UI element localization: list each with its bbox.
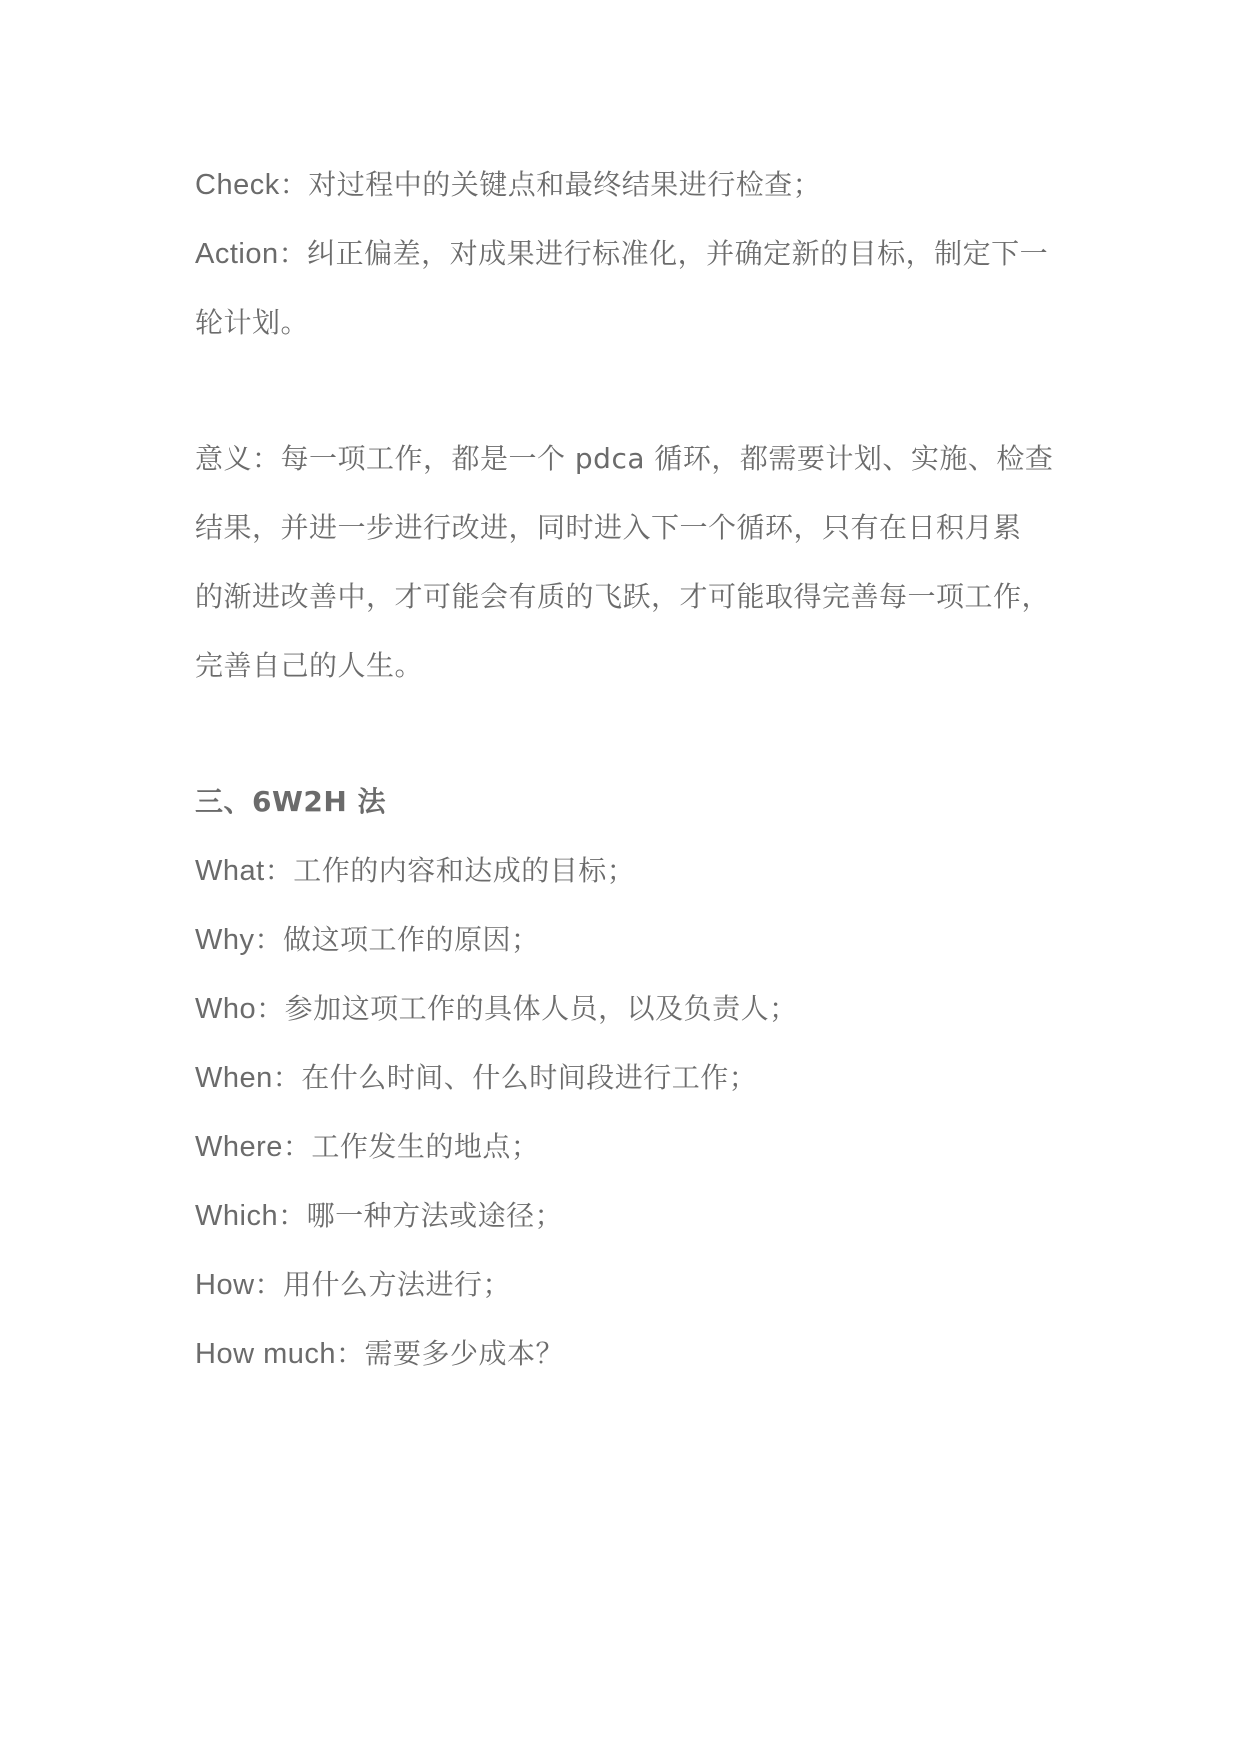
where-text: ：工作发生的地点； xyxy=(282,1130,540,1163)
check-label: Check xyxy=(195,169,280,201)
when-text: ：在什么时间、什么时间段进行工作； xyxy=(272,1061,758,1094)
who-label: Who xyxy=(195,993,257,1025)
list-item xyxy=(195,1181,1055,1250)
section-heading: 三、6W2H 法 xyxy=(195,785,387,818)
list-item xyxy=(195,1250,1055,1319)
where-label: Where xyxy=(195,1131,283,1163)
which-label: Which xyxy=(195,1200,279,1232)
list-item xyxy=(195,905,1055,974)
action-text: ：纠正偏差，对成果进行标准化，并确定新的目标，制定下一 xyxy=(278,237,1049,270)
meaning-paragraph xyxy=(195,424,1055,700)
list-item xyxy=(195,1319,1055,1388)
action-label: Action xyxy=(195,238,279,270)
list-item xyxy=(195,974,1055,1043)
action-continuation: 轮计划。 xyxy=(195,306,310,339)
6w2h-list xyxy=(195,836,1055,1388)
meaning-line: 结果，并进一步进行改进，同时进入下一个循环，只有在日积月累 xyxy=(195,511,1022,544)
meaning-line: 意义：每一项工作，都是一个 pdca 循环，都需要计划、实施、检查 xyxy=(195,442,1054,475)
why-text: ：做这项工作的原因； xyxy=(254,923,540,956)
who-text: ：参加这项工作的具体人员，以及负责人； xyxy=(256,992,798,1025)
how-much-label: How much xyxy=(195,1338,336,1370)
paragraph-gap xyxy=(195,357,1055,424)
action-line xyxy=(195,219,1055,288)
what-text: ：工作的内容和达成的目标； xyxy=(264,854,636,887)
which-text: ：哪一种方法或途径； xyxy=(278,1199,564,1232)
meaning-line: 的渐进改善中，才可能会有质的飞跃，才可能取得完善每一项工作， xyxy=(195,580,1051,613)
when-label: When xyxy=(195,1062,273,1094)
list-item xyxy=(195,836,1055,905)
check-line xyxy=(195,150,1055,219)
what-label: What xyxy=(195,855,265,887)
how-label: How xyxy=(195,1269,255,1301)
meaning-line: 完善自己的人生。 xyxy=(195,649,424,682)
list-item xyxy=(195,1043,1055,1112)
document-body xyxy=(195,150,1055,1388)
how-much-text: ：需要多少成本？ xyxy=(336,1337,565,1370)
why-label: Why xyxy=(195,924,255,956)
list-item xyxy=(195,1112,1055,1181)
how-text: ：用什么方法进行； xyxy=(254,1268,512,1301)
paragraph-gap xyxy=(195,700,1055,767)
check-text: ：对过程中的关键点和最终结果进行检查； xyxy=(279,168,822,201)
